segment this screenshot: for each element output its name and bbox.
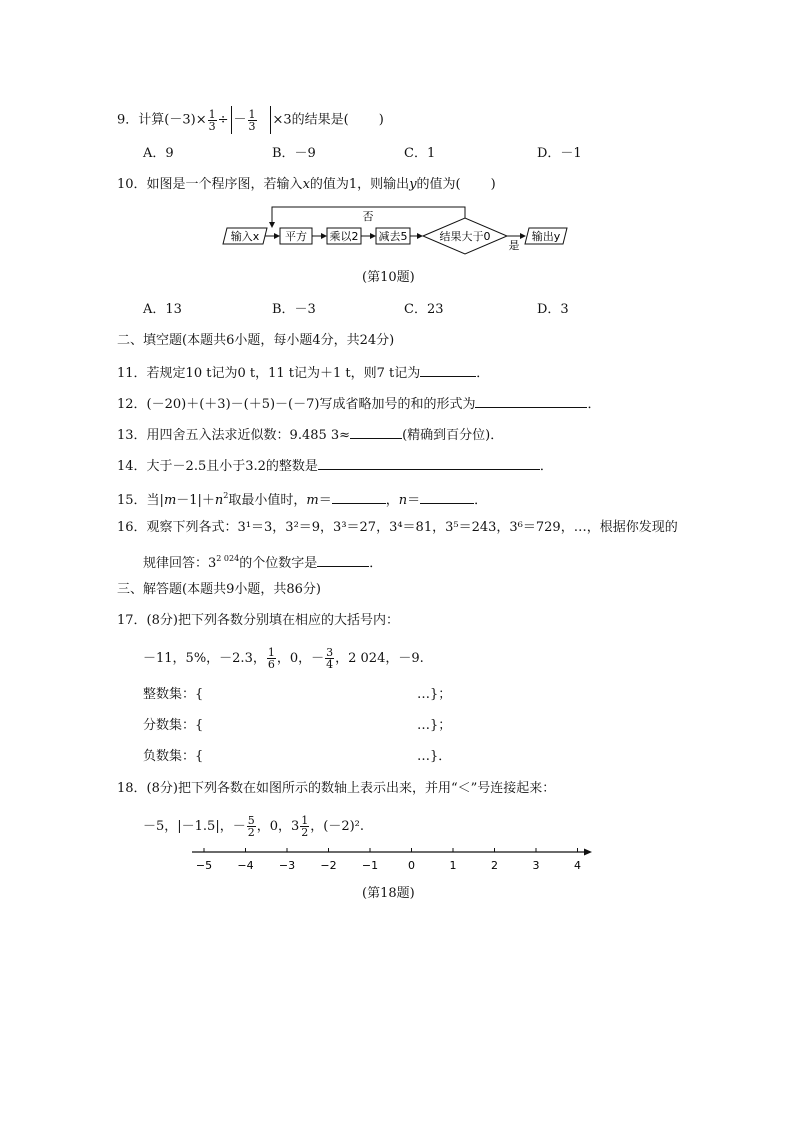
flow-decision-label: 结果大于0 (439, 230, 491, 243)
q10-line: 10．如图是一个程序图，若输入x的值为1，则输出y的值为( ) (117, 177, 496, 192)
flow-output-label: 输出y (531, 230, 561, 243)
number-line-arrow (584, 849, 592, 856)
flow-square-label: 平方 (285, 230, 307, 243)
number-line-tick-label: 1 (449, 859, 457, 872)
q10-caption: (第10题) (362, 270, 415, 285)
q9-fraction-2: $\frac{1}{3}$ (248, 107, 256, 133)
q17-numbers: －11，5%，－2.3， $\frac{1}{6}$ ，0，－ $\frac{3}{4}$ ，2 024，－9. (143, 646, 424, 671)
q18-line: 18．(8分)把下列各数在如图所示的数轴上表示出来，并用“＜”号连接起来： (117, 781, 556, 796)
q10-option-d: D．3 (537, 302, 569, 317)
q17-fraction-3-4: $\frac{3}{4}$ (326, 646, 334, 671)
q9-post: ×3的结果是( (272, 112, 349, 128)
q14-answer-blank[interactable] (318, 455, 540, 470)
q17-fraction-set-label: 分数集：{ (143, 718, 204, 733)
q10-option-a: A．13 (143, 302, 182, 317)
q9-option-b: B．－9 (272, 146, 316, 161)
flow-times2-label: 乘以2 (329, 230, 359, 243)
q18-fraction-5-2: $\frac{5}{2}$ (247, 814, 255, 839)
q17-integer-set-label: 整数集：{ (143, 687, 204, 702)
flow-no-label: 否 (362, 210, 374, 223)
q17-negative-set-label: 负数集：{ (143, 749, 204, 764)
q16-answer-blank[interactable] (317, 552, 369, 567)
q9-abs-bar-left (231, 106, 232, 134)
q12-line: 12．(－20)＋(＋3)－(＋5)－(－7)写成省略加号的和的形式为 ． (117, 393, 601, 415)
q12-answer-blank[interactable] (475, 393, 587, 408)
q10-option-b: B．－3 (272, 302, 316, 317)
number-line-tick-label: −3 (278, 859, 296, 872)
q9-option-d: D．－1 (537, 146, 582, 161)
q9-fraction-1: $\frac{1}{3}$ (208, 107, 216, 133)
q9-option-a: A．9 (143, 146, 174, 161)
q14-line: 14．大于－2.5且小于3.2的整数是 ． (117, 455, 553, 477)
q16-line-1: 16．观察下列各式：3¹＝3，3²＝9，3³＝27，3⁴＝81，3⁵＝243，3⁶＝729，…，根据你发现的 (117, 520, 678, 535)
q17-negative-set-end: …}． (417, 749, 452, 764)
number-line-tick-label: −5 (195, 859, 213, 872)
q15-line: 15．当$|m-1|+n^2$取最小值时，m＝ ，n＝ ． (117, 491, 488, 508)
flow-minus5-label: 减去5 (378, 230, 408, 243)
q17-fraction-set-end: …}； (417, 718, 452, 733)
number-line-tick-label: −2 (320, 859, 337, 872)
q13-line: 13．用四舍五入法求近似数：9.485 3≈ (精确到百分位)． (117, 424, 503, 446)
q17-integer-set-end: …}； (417, 687, 452, 702)
q9-number: 9． (117, 112, 139, 128)
q11-answer-blank[interactable] (420, 362, 476, 377)
q10-flowchart (215, 200, 575, 260)
q18-number-line (180, 842, 610, 878)
q15-m-blank[interactable] (332, 489, 386, 504)
q9-abs-bar-right (270, 106, 271, 134)
flow-input-label: 输入x (230, 230, 260, 243)
number-line-tick-label: 3 (532, 859, 540, 872)
q18-numbers: －5，|－1.5|，－ $\frac{5}{2}$ ，0，3 $\frac{1}{2}$ ，(－2)². (143, 814, 365, 839)
number-line-tick-label: −4 (237, 859, 254, 872)
q9-pre: 计算(－3)× (138, 112, 207, 128)
number-line-tick-label: −1 (361, 859, 379, 872)
number-line-tick-label: 0 (408, 859, 415, 872)
q17-fraction-1-6: $\frac{1}{6}$ (267, 646, 275, 671)
q10-option-c: C．23 (404, 302, 444, 317)
q9-option-c: C．1 (404, 146, 436, 161)
q13-answer-blank[interactable] (350, 424, 402, 439)
number-line-tick-label: 4 (574, 859, 581, 872)
flow-yes-label: 是 (508, 239, 520, 252)
q17-line: 17．(8分)把下列各数分别填在相应的大括号内： (117, 613, 399, 628)
q18-fraction-1-2: $\frac{1}{2}$ (301, 814, 309, 839)
q15-n-blank[interactable] (420, 489, 474, 504)
q18-caption: (第18题) (362, 886, 415, 901)
q10-number: 10． (117, 177, 147, 192)
section-3-heading: 三、解答题(本题共9小题，共86分) (117, 582, 321, 597)
section-2-heading: 二、填空题(本题共6小题，每小题4分，共24分) (117, 333, 395, 348)
q16-line-2: 规律回答：$3^{2 024}$的个位数字是 ． (143, 554, 383, 571)
q9-line: 9．计算(－3)× $\frac{1}{3}$ ÷ － $\frac{1}{3}$ ×3的结果是( ) (117, 107, 384, 133)
q11-line: 11．若规定10 t记为0 t，11 t记为＋1 t，则7 t记为 ． (117, 362, 489, 384)
number-line-tick-label: 2 (491, 859, 498, 872)
